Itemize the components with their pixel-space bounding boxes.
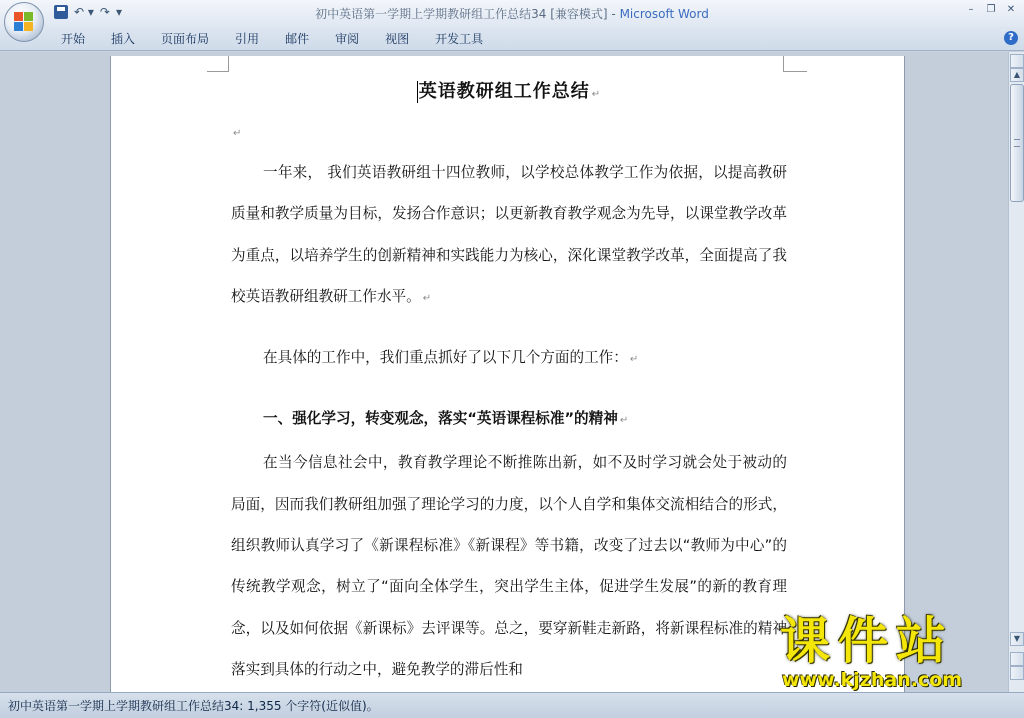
document-name: 初中英语第一学期上学期教研组工作总结34 [兼容模式] - — [315, 7, 620, 21]
watermark-url: www.kjzhan.com — [782, 669, 963, 691]
paragraph-text: 在当今信息社会中，教育教学理论不断推陈出新，如不及时学习就会处于被动的局面，因而我们教研组加强了理论学习的力度，以个人自学和集体交流相结合的形式，组织教师认真学习了《新课程标准》《新课程》等书籍，改变了过去以“教师为中心”的传统教学观念，树立了“面向全体学生，突出学生主体，促进学生发展”的新的教育理念，以及如何依据《新课标》去评课等。总之，要穿新鞋走新路，将新课程标准的精神落实到具体的行动之中，避免教学的滞后性和 — [231, 454, 787, 678]
section-heading — [231, 398, 787, 442]
text-cursor — [417, 81, 418, 103]
paragraph-mark: ↵ — [233, 128, 242, 139]
office-logo-icon — [14, 12, 34, 32]
heading-text: 一、强化学习，转变观念，落实“英语课程标准”的精神 — [263, 410, 618, 428]
vertical-scrollbar[interactable] — [1008, 52, 1024, 692]
title-bar — [0, 0, 1024, 27]
watermark-title: 课件站 — [780, 612, 954, 670]
tab-page-layout[interactable]: 页面布局 — [161, 32, 210, 46]
window-controls — [962, 2, 1020, 18]
crop-mark-left — [207, 56, 229, 72]
ribbon-tabs — [48, 27, 496, 51]
scroll-thumb[interactable] — [1010, 84, 1024, 202]
tab-view[interactable]: 视图 — [385, 32, 410, 46]
browse-object-button[interactable] — [1010, 666, 1024, 680]
paragraph-mark: ↵ — [591, 89, 602, 100]
tab-developer[interactable]: 开发工具 — [435, 32, 484, 46]
status-bar — [0, 692, 1024, 718]
restore-button[interactable]: ❐ — [986, 4, 996, 15]
scroll-down-button[interactable]: ▼ — [1010, 632, 1024, 646]
redo-button[interactable]: ↷ — [99, 5, 110, 19]
document-body[interactable] — [231, 74, 787, 690]
office-button[interactable] — [4, 2, 44, 42]
paragraph-lead — [231, 337, 787, 380]
document-title — [231, 74, 787, 110]
paragraph-mark: ↵ — [619, 415, 629, 427]
empty-paragraph — [231, 110, 787, 152]
watermark — [774, 612, 1006, 692]
help-icon[interactable]: ? — [1004, 31, 1018, 45]
previous-page-button[interactable] — [1010, 652, 1024, 666]
paragraph-body — [231, 442, 787, 690]
paragraph-text: 一年来， 我们英语教研组十四位教师，以学校总体教学工作为依据，以提高教研质量和教学质量为目标，发扬合作意识；以更新教育教学观念为先导，以课堂教学改革为重点，以培养学生的创新精神和实践能力为核心，深化课堂教学改革，全面提高了我校英语教研组教研工作水平。 — [231, 164, 787, 305]
tab-mailings[interactable]: 邮件 — [285, 32, 310, 46]
document-workspace — [0, 52, 1008, 692]
tab-insert[interactable]: 插入 — [111, 32, 136, 46]
document-page[interactable] — [110, 56, 905, 692]
crop-mark-right — [783, 56, 807, 72]
ribbon-tab-bar — [0, 27, 1024, 51]
document-title-text: 英语教研组工作总结 — [418, 81, 590, 102]
undo-button[interactable]: ↶ ▾ — [74, 5, 94, 19]
tab-references[interactable]: 引用 — [235, 32, 260, 46]
paragraph-intro — [231, 152, 787, 319]
paragraph-spacing — [231, 319, 787, 337]
paragraph-mark: ↵ — [422, 292, 432, 304]
paragraph-mark: ↵ — [629, 354, 639, 366]
paragraph-text: 在具体的工作中，我们重点抓好了以下几个方面的工作： — [263, 349, 628, 367]
app-name: Microsoft Word — [619, 7, 709, 21]
ruler-toggle-icon[interactable] — [1010, 54, 1024, 68]
status-text: 初中英语第一学期上学期教研组工作总结34: 1,355 个字符(近似值)。 — [8, 699, 379, 713]
paragraph-spacing — [231, 380, 787, 398]
window-title — [0, 5, 1024, 22]
minimize-button[interactable]: – — [968, 4, 974, 15]
tab-home[interactable]: 开始 — [61, 32, 86, 46]
customize-qat-button[interactable]: ▾ — [115, 5, 122, 19]
close-button[interactable]: ✕ — [1006, 4, 1016, 15]
tab-review[interactable]: 审阅 — [335, 32, 360, 46]
scroll-up-button[interactable]: ▲ — [1010, 68, 1024, 82]
